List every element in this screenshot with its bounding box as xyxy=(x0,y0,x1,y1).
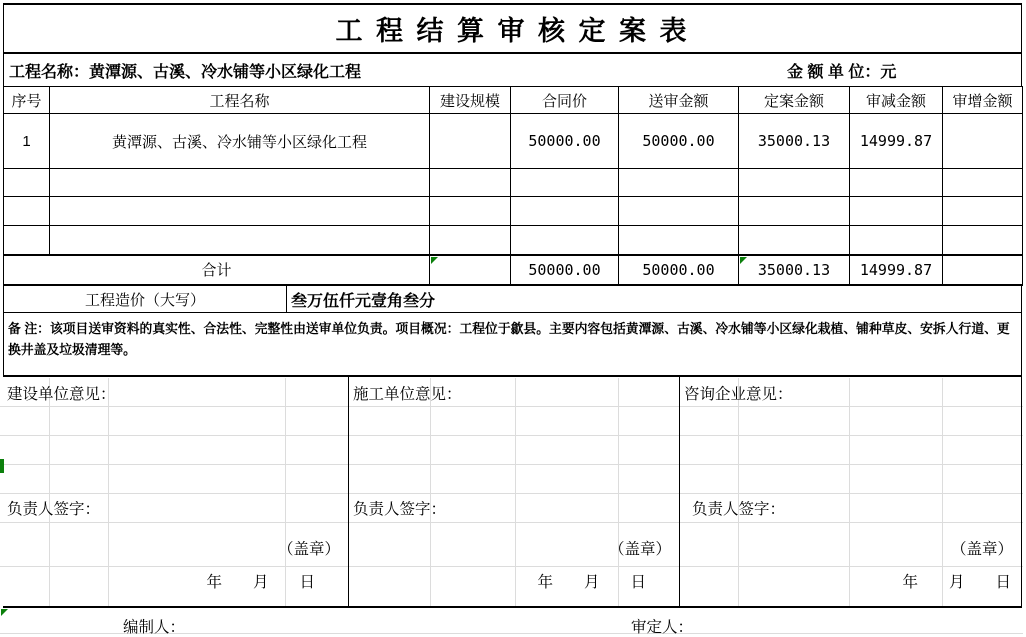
cost-in-words-value[interactable]: 叁万伍仟元壹角叁分 xyxy=(291,292,436,310)
cell-submitted-amount[interactable]: 50000.00 xyxy=(619,114,739,169)
project-name-label: 工程名称：黄潭源、古溪、冷水铺等小区绿化工程 xyxy=(9,64,362,81)
total-increased-amount[interactable] xyxy=(943,255,1023,285)
empty-cell[interactable] xyxy=(619,226,739,255)
empty-cell[interactable] xyxy=(943,169,1023,197)
excel-error-marker-icon xyxy=(1,609,8,616)
cell-finalized-amount[interactable]: 35000.13 xyxy=(739,114,850,169)
total-submitted-amount[interactable]: 50000.00 xyxy=(619,255,739,285)
empty-cell[interactable] xyxy=(511,226,619,255)
meta-row xyxy=(3,54,1022,86)
excel-error-marker-icon xyxy=(431,257,438,264)
empty-cell[interactable] xyxy=(511,197,619,226)
header-scale: 建设规模 xyxy=(430,87,511,114)
cell-increased-amount[interactable] xyxy=(943,114,1023,169)
total-label: 合计 xyxy=(4,255,430,285)
seal-label: （盖章） xyxy=(277,541,340,558)
header-finalized-amount: 定案金额 xyxy=(739,87,850,114)
empty-cell[interactable] xyxy=(511,169,619,197)
footer-row xyxy=(3,610,1022,636)
sign-label: 负责人签字： xyxy=(692,501,786,518)
cell-project-name[interactable]: 黄潭源、古溪、冷水铺等小区绿化工程 xyxy=(50,114,430,169)
empty-cell[interactable] xyxy=(739,197,850,226)
empty-cell[interactable] xyxy=(4,169,50,197)
empty-cell[interactable] xyxy=(943,226,1023,255)
cell-scale[interactable] xyxy=(430,114,511,169)
consulting-firm-opinion-cell[interactable] xyxy=(680,377,1021,606)
page-title: 工 程 结 算 审 核 定 案 表 xyxy=(335,16,690,46)
header-project-name: 工程名称 xyxy=(50,87,430,114)
empty-cell[interactable] xyxy=(4,226,50,255)
cost-in-words-label: 工程造价（大写） xyxy=(4,286,287,312)
total-finalized-amount[interactable]: 35000.13 xyxy=(739,255,850,285)
table-row xyxy=(4,114,1023,169)
contractor-unit-opinion-cell[interactable] xyxy=(349,377,680,606)
remark-cell: 备 注：该项目送审资料的真实性、合法性、完整性由送审单位负责。项目概况：工程位于歙县。主要内容包括黄潭源、古溪、冷水铺等小区绿化栽植、铺种草皮、安拆人行道、更换井盖及垃圾清理等。 xyxy=(3,313,1022,377)
header-submitted-amount: 送审金额 xyxy=(619,87,739,114)
table-header-row xyxy=(4,87,1023,114)
empty-cell[interactable] xyxy=(50,169,430,197)
empty-cell[interactable] xyxy=(430,169,511,197)
date-label: 年 月 日 xyxy=(537,574,646,591)
header-reduced-amount: 审减金额 xyxy=(850,87,943,114)
empty-cell[interactable] xyxy=(619,169,739,197)
empty-cell[interactable] xyxy=(943,197,1023,226)
form-title-row xyxy=(3,3,1022,54)
empty-cell[interactable] xyxy=(430,226,511,255)
cell-reduced-amount[interactable]: 14999.87 xyxy=(850,114,943,169)
opinions-section xyxy=(3,377,1022,608)
consulting-firm-opinion-label: 咨询企业意见： xyxy=(684,386,793,403)
empty-cell[interactable] xyxy=(50,197,430,226)
cell-contract-price[interactable]: 50000.00 xyxy=(511,114,619,169)
approver-label: 审定人： xyxy=(631,619,694,636)
header-increased-amount: 审增金额 xyxy=(943,87,1023,114)
total-row xyxy=(4,255,1023,285)
date-label: 年 月 日 xyxy=(902,574,1011,591)
date-label: 年 月 日 xyxy=(206,574,315,591)
cell-no[interactable]: 1 xyxy=(4,114,50,169)
seal-label: （盖章） xyxy=(950,541,1013,558)
amount-unit-label: 金 额 单 位：元 xyxy=(787,64,897,81)
settlement-table xyxy=(3,86,1022,286)
sign-label: 负责人签字： xyxy=(7,501,101,518)
sign-label: 负责人签字： xyxy=(353,501,447,518)
empty-cell[interactable] xyxy=(430,197,511,226)
construction-unit-opinion-cell[interactable] xyxy=(3,377,349,606)
row-marker xyxy=(0,459,4,473)
header-no: 序号 xyxy=(4,87,50,114)
empty-cell[interactable] xyxy=(50,226,430,255)
preparer-label: 编制人： xyxy=(123,619,186,636)
total-reduced-amount[interactable]: 14999.87 xyxy=(850,255,943,285)
empty-cell[interactable] xyxy=(4,197,50,226)
total-scale[interactable] xyxy=(430,255,511,285)
header-contract-price: 合同价 xyxy=(511,87,619,114)
cost-in-words-row xyxy=(3,286,1022,313)
table-row xyxy=(4,226,1023,255)
seal-label: （盖章） xyxy=(608,541,671,558)
excel-error-marker-icon xyxy=(740,257,747,264)
empty-cell[interactable] xyxy=(619,197,739,226)
table-row xyxy=(4,169,1023,197)
table-row xyxy=(4,197,1023,226)
empty-cell[interactable] xyxy=(739,169,850,197)
total-contract-price[interactable]: 50000.00 xyxy=(511,255,619,285)
empty-cell[interactable] xyxy=(850,169,943,197)
empty-cell[interactable] xyxy=(850,197,943,226)
empty-cell[interactable] xyxy=(850,226,943,255)
empty-cell[interactable] xyxy=(739,226,850,255)
contractor-unit-opinion-label: 施工单位意见： xyxy=(353,386,462,403)
construction-unit-opinion-label: 建设单位意见： xyxy=(7,386,116,403)
